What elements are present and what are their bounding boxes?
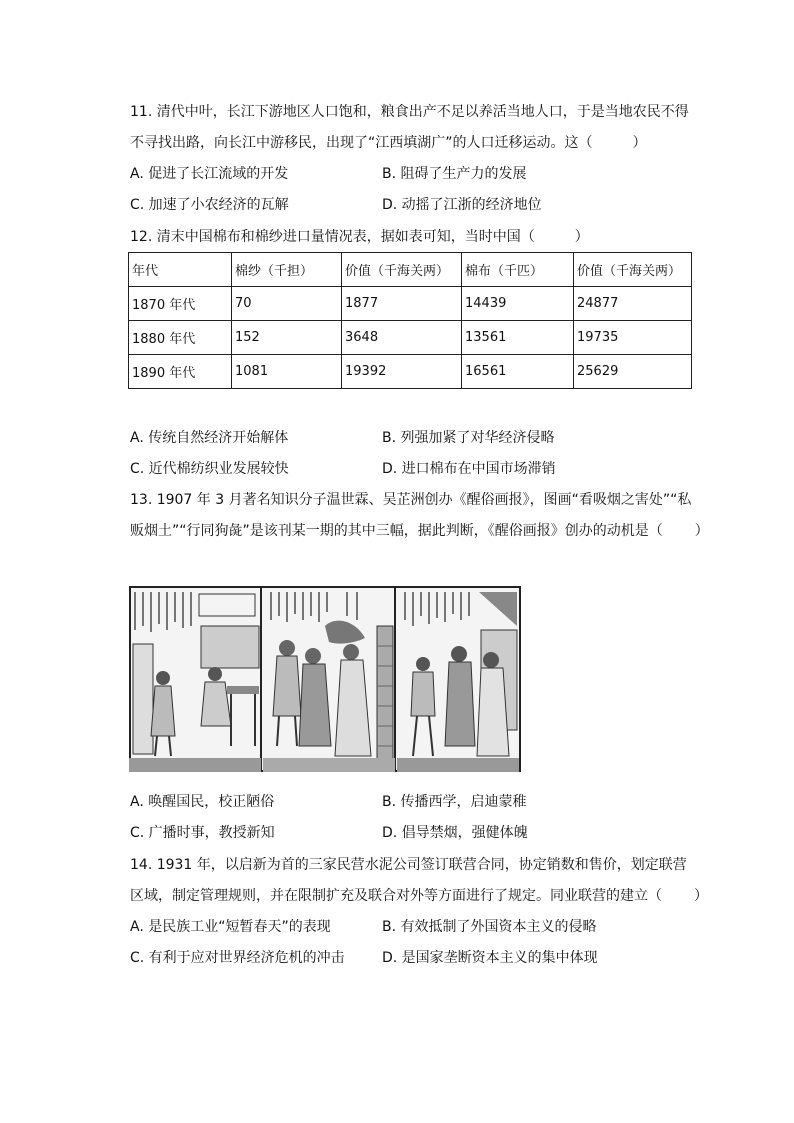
table-cell: 1081: [232, 355, 342, 389]
table-cell: 1880 年代: [129, 321, 232, 355]
q12-option-b[interactable]: B. 列强加紧了对华经济侵略: [382, 430, 555, 446]
xingsu-pictorial-cartoon-image: [129, 586, 521, 772]
table-header-cell: 价值（千海关两）: [342, 253, 462, 287]
q13-option-c[interactable]: C. 广播时事，教授新知: [130, 825, 275, 841]
table-header-cell: 价值（千海关两）: [574, 253, 692, 287]
q13-stem-line1: 13. 1907 年 3 月著名知识分子温世霖、吴芷洲创办《醒俗画报》，图画“看吸烟之害处”“私: [130, 492, 692, 508]
q13-option-a[interactable]: A. 唤醒国民，校正陋俗: [130, 794, 275, 810]
q11-stem-line2: [130, 133, 647, 153]
q14-stem-text: 区域，制定管理规则，并在限制扩充及联合对外等方面进行了规定。同业联营的建立（: [130, 888, 662, 904]
q14-paren-close: ）: [694, 888, 708, 904]
q14-stem-line2: [130, 886, 708, 906]
q14-stem-line1: 14. 1931 年，以启新为首的三家民营水泥公司签订联营合同，协定销数和售价，划定联营: [130, 857, 687, 873]
q14-option-d[interactable]: D. 是国家垄断资本主义的集中体现: [382, 950, 598, 966]
q13-option-d[interactable]: D. 倡导禁烟，强健体魄: [382, 825, 528, 841]
table-cell: 70: [232, 287, 342, 321]
q11-stem-line1: 11. 清代中叶，长江下游地区人口饱和，粮食出产不足以养活当地人口，于是当地农民不得: [130, 104, 689, 120]
q13-paren-close: ）: [694, 523, 709, 539]
q12-option-a[interactable]: A. 传统自然经济开始解体: [130, 430, 289, 446]
q11-option-c[interactable]: C. 加速了小农经济的瓦解: [130, 197, 289, 213]
table-cell: 1890 年代: [129, 355, 232, 389]
table-cell: 13561: [462, 321, 574, 355]
q13-option-b[interactable]: B. 传播西学，启迪蒙稚: [382, 794, 527, 810]
table-cell: 25629: [574, 355, 692, 389]
q12-option-c[interactable]: C. 近代棉纺织业发展较快: [130, 461, 289, 477]
q12-stem-text: 12. 清末中国棉布和棉纱进口量情况表，据如表可知，当时中国（: [130, 229, 535, 245]
table-cell: 24877: [574, 287, 692, 321]
table-header-row: [129, 253, 692, 287]
q12-option-d[interactable]: D. 进口棉布在中国市场滞销: [382, 461, 556, 477]
q14-option-b[interactable]: B. 有效抵制了外国资本主义的侵略: [382, 919, 597, 935]
q11-stem-text: 不寻找出路，向长江中游移民，出现了“江西填湖广”的人口迁移运动。这（: [130, 135, 593, 151]
q12-paren-close: ）: [574, 229, 589, 245]
table-cell: 19735: [574, 321, 692, 355]
table-header-cell: 棉纱（千担）: [232, 253, 342, 287]
table-header-cell: 棉布（千匹）: [462, 253, 574, 287]
table-cell: 152: [232, 321, 342, 355]
cotton-import-table: [128, 252, 692, 389]
q11-option-b[interactable]: B. 阻碍了生产力的发展: [382, 166, 527, 182]
q12-stem: [130, 227, 589, 247]
q14-option-c[interactable]: C. 有利于应对世界经济危机的冲击: [130, 950, 345, 966]
q11-option-d[interactable]: D. 动摇了江浙的经济地位: [382, 197, 542, 213]
table-header-cell: 年代: [129, 253, 232, 287]
table-cell: 14439: [462, 287, 574, 321]
q14-option-a[interactable]: A. 是民族工业“短暂春天”的表现: [130, 919, 331, 935]
table-row: [129, 287, 692, 321]
q13-stem-line2: [130, 521, 709, 541]
table-cell: 19392: [342, 355, 462, 389]
table-cell: 3648: [342, 321, 462, 355]
table-cell: 1877: [342, 287, 462, 321]
q13-stem-text: 贩烟土”“行同狗彘”是该刊某一期的其中三幅，据此判断，《醒俗画报》创办的动机是（: [130, 523, 663, 539]
table-cell: 16561: [462, 355, 574, 389]
q11-paren-close: ）: [632, 135, 647, 151]
table-row: [129, 321, 692, 355]
q11-option-a[interactable]: A. 促进了长江流域的开发: [130, 166, 289, 182]
table-cell: 1870 年代: [129, 287, 232, 321]
table-row: [129, 355, 692, 389]
